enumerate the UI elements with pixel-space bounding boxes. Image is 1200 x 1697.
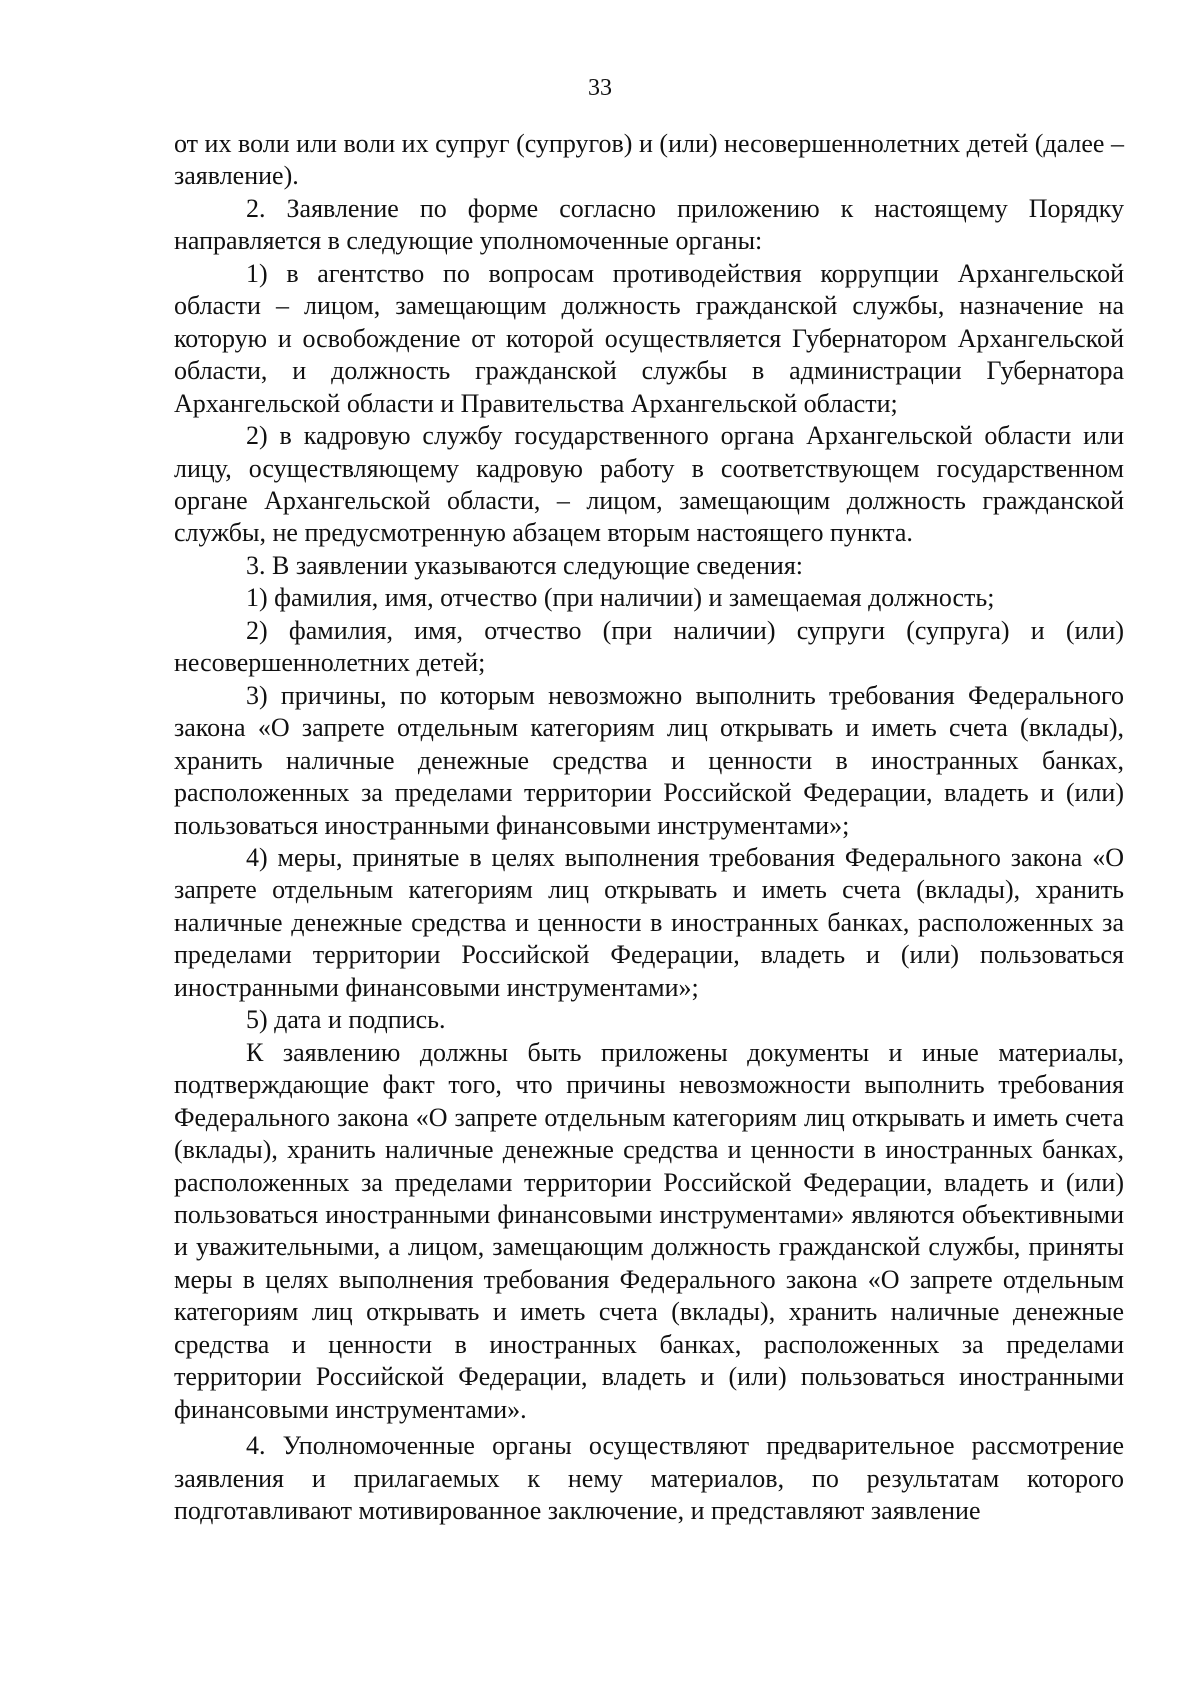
paragraph-item-3-subitem-4: 4) меры, принятые в целях выполнения требования Федерального закона «О запрете отдельным категориям лиц открывать и иметь счета (вклады), хранить наличные денежные средства и ценности в иностранных банках, расположенных за пределами территории Российской Федерации, владеть и (или) пользоваться иностранными финансовыми инструментами»; — [174, 842, 1124, 1002]
paragraph-item-3: 3. В заявлении указываются следующие сведения: — [246, 550, 804, 580]
paragraph-item-3-subitem-2: 2) фамилия, имя, отчество (при наличии) супруги (супруга) и (или) несовершеннолетних детей; — [174, 615, 1124, 678]
paragraph-item-3-subitem-1: 1) фамилия, имя, отчество (при наличии) и замещаемая должность; — [246, 583, 995, 613]
page-number: 33 — [588, 75, 612, 101]
document-body — [174, 128, 1124, 1527]
paragraph-item-3-subitem-5: 5) дата и подпись. — [246, 1005, 446, 1035]
paragraph-item-3-subitem-3: 3) причины, по которым невозможно выполнить требования Федерального закона «О запрете отдельным категориям лиц открывать и иметь счета (вклады), хранить наличные денежные средства и ценности в иностранных банках, расположенных за пределами территории Российской Федерации, владеть и (или) пользоваться иностранными финансовыми инструментами»; — [174, 680, 1124, 840]
paragraph-attachments: К заявлению должны быть приложены документы и иные материалы, подтверждающие факт того, что причины невозможности выполнить требования Федерального закона «О запрете отдельным категориям лиц открывать и иметь счета (вклады), хранить наличные денежные средства и ценности в иностранных банках, расположенных за пределами территории Российской Федерации, владеть и (или) пользоваться иностранными финансовыми инструментами» являются объективными и уважительными, а лицом, замещающим должность гражданской службы, приняты меры в целях выполнения требования Федерального закона «О запрете отдельным категориям лиц открывать и иметь счета (вклады), хранить наличные денежные средства и ценности в иностранных банках, расположенных за пределами территории Российской Федерации, владеть и (или) пользоваться иностранными финансовыми инструментами». — [174, 1037, 1124, 1424]
paragraph-item-2: 2. Заявление по форме согласно приложению к настоящему Порядку направляется в следующие уполномоченные органы: — [174, 193, 1124, 256]
paragraph-item-4: 4. Уполномоченные органы осуществляют предварительное рассмотрение заявления и прилагаемых к нему материалов, по результатам которого подготавливают мотивированное заключение, и представляют заявление — [174, 1431, 1124, 1526]
paragraph-item-2-subitem-2: 2) в кадровую службу государственного органа Архангельской области или лицу, осуществляющему кадровую работу в соответствующем государственном органе Архангельской области, – лицом, замещающим должность гражданской службы, не предусмотренную абзацем вторым настоящего пункта. — [174, 421, 1124, 548]
paragraph-item-2-subitem-1: 1) в агентство по вопросам противодействия коррупции Архангельской области – лицом, замещающим должность гражданской службы, назначение на которую и освобождение от которой осуществляется Губернатором Архангельской области, и должность гражданской службы в администрации Губернатора Архангельской области и Правительства Архангельской области; — [174, 258, 1124, 418]
paragraph-continuation: от их воли или воли их супруг (супругов) и (или) несовершеннолетних детей (далее – заявление). — [174, 129, 1124, 191]
